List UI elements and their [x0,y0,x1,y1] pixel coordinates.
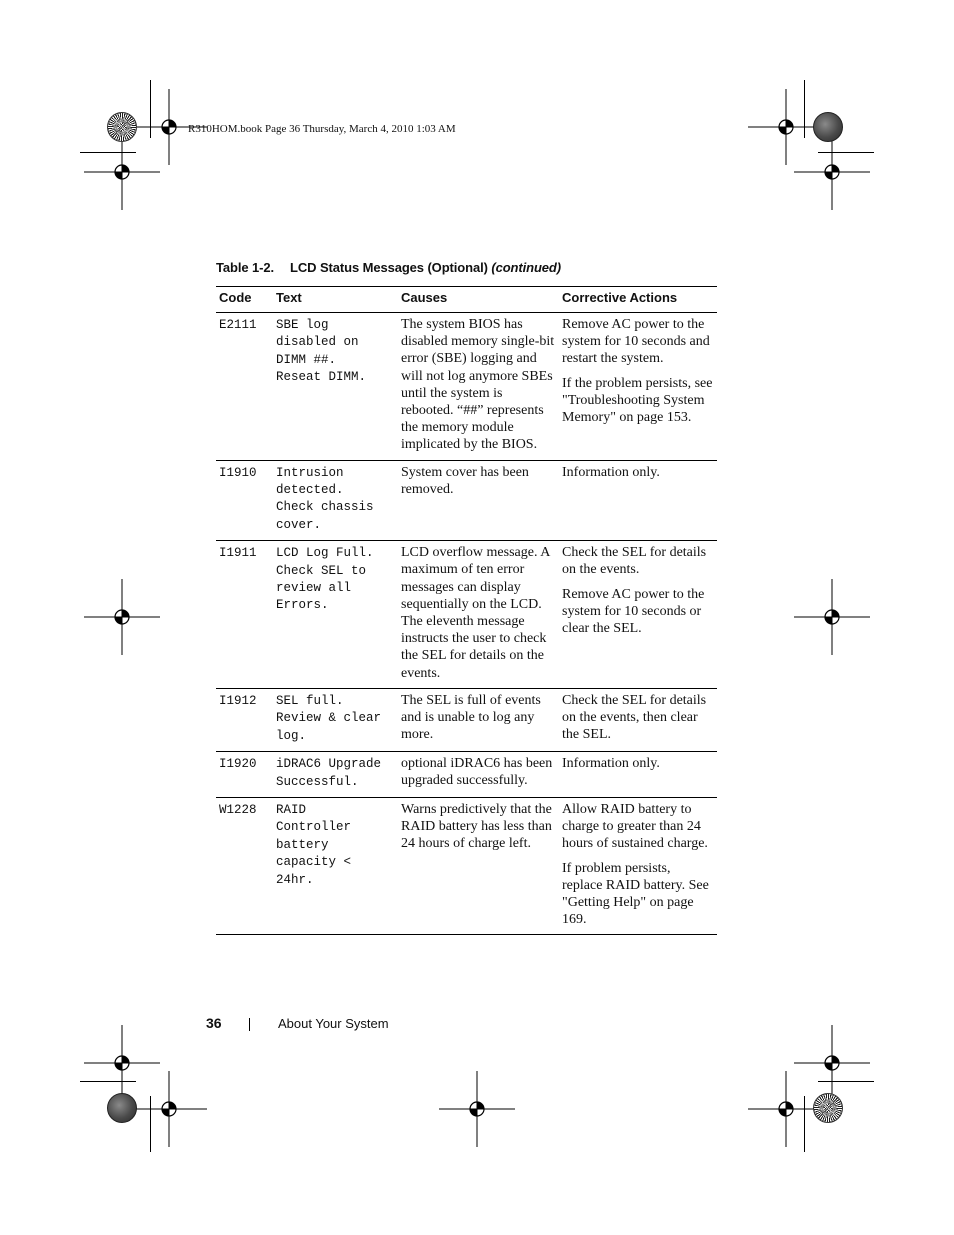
cause-cell: System cover has been removed. [398,460,559,541]
corrective-action-cell [559,797,717,934]
table-body [216,313,717,935]
color-wheel-icon [813,112,843,142]
lcd-text-line: iDRAC6 Upgrade [276,757,382,772]
footer-section-title: About Your System [278,1016,389,1031]
table-row [216,460,717,541]
corrective-action-paragraph: Remove AC power to the system for 10 seconds or clear the SEL. [562,586,705,637]
table-row [216,688,717,751]
corrective-action-paragraph: Information only. [562,756,660,772]
color-wheel-icon [107,1093,137,1123]
lcd-text-cell [273,688,398,751]
code-cell: I1910 [216,460,273,541]
corrective-action-paragraph: If problem persists, replace RAID battery. See "Getting Help" on page 169. [562,860,709,928]
table-row [216,752,717,798]
cause-cell: The system BIOS has disabled memory single-bit error (SBE) logging and will not log anymore SBEs until the system is rebooted. “##” represents the memory module implicated by the BIOS. [398,313,559,461]
lcd-text-line: cover. [276,517,322,532]
crop-line [80,1081,136,1082]
column-header-causes: Causes [398,287,559,313]
crop-line [818,152,874,153]
lcd-text-line: Controller [276,820,352,835]
crosshair-icon [437,1069,517,1149]
code-cell: I1912 [216,688,273,751]
crosshair-icon [82,577,162,657]
crosshair-icon [792,132,872,212]
code-cell: E2111 [216,313,273,461]
lcd-text-line: SBE log [276,318,329,332]
lcd-text-cell [273,313,398,461]
lcd-text-line: SEL full. [276,693,344,708]
code-cell: I1920 [216,752,273,798]
cause-cell: LCD overflow message. A maximum of ten error messages can display sequentially on the LCD. The eleventh message instructs the user to check the SEL for details on the events. [398,541,559,689]
corrective-action-cell [559,541,717,689]
table-caption [216,260,561,275]
lcd-text-line: battery [276,837,329,852]
lcd-text-line: Errors. [276,598,329,613]
print-slug: R310HOM.book Page 36 Thursday, March 4, 2010 1:03 AM [188,123,456,135]
table-row [216,313,717,461]
crop-line [150,1096,151,1152]
column-header-code: Code [216,287,273,313]
cause-cell: The SEL is full of events and is unable to log any more. [398,688,559,751]
crosshair-icon [82,132,162,212]
corrective-action-paragraph: If the problem persists, see "Troubleshooting System Memory" on page 153. [562,375,713,426]
corrective-action-paragraph: Check the SEL for details on the events, then clear the SEL. [562,692,707,743]
page-number: 36 [206,1015,222,1031]
corrective-action-cell [559,752,717,798]
lcd-status-table [216,286,717,935]
footer-divider [249,1018,250,1031]
lcd-text-cell [273,460,398,541]
crop-line [804,80,805,138]
corrective-action-paragraph: Remove AC power to the system for 10 seconds and restart the system. [562,317,710,367]
lcd-text-line: DIMM ##. [276,352,337,367]
crosshair-icon [792,577,872,657]
lcd-text-line: Check chassis [276,500,374,515]
lcd-text-cell [273,541,398,689]
corrective-action-paragraph: Check the SEL for details on the events. [562,545,707,578]
lcd-text-line: Reseat DIMM. [276,370,367,385]
lcd-text-line: Review & clear [276,711,382,726]
code-cell: I1911 [216,541,273,689]
color-wheel-icon [813,1093,843,1123]
lcd-text-cell [273,752,398,798]
cause-cell: optional iDRAC6 has been upgraded successfully. [398,752,559,798]
crosshair-icon [129,1069,209,1149]
table-caption-continued: (continued) [491,260,562,275]
corrective-action-paragraph: Information only. [562,464,660,480]
crop-line [80,152,136,153]
lcd-text-line: log. [276,728,307,743]
corrective-action-cell [559,313,717,461]
lcd-text-line: RAID [276,802,307,817]
lcd-text-line: 24hr. [276,872,314,887]
corrective-action-cell [559,460,717,541]
code-cell: W1228 [216,797,273,934]
corrective-action-cell [559,688,717,751]
lcd-text-cell [273,797,398,934]
lcd-text-line: capacity < [276,855,352,870]
lcd-text-line: Intrusion [276,465,344,480]
lcd-text-line: detected. [276,483,344,498]
lcd-text-line: Check SEL to [276,563,367,578]
table-caption-title: LCD Status Messages (Optional) [290,260,488,275]
table-row [216,797,717,934]
lcd-text-line: review all [276,581,352,596]
table-header-row [216,287,717,313]
cause-cell: Warns predictively that the RAID battery has less than 24 hours of charge left. [398,797,559,934]
table-caption-number: Table 1-2. [216,260,275,275]
lcd-text-line: Successful. [276,774,359,789]
table-row [216,541,717,689]
column-header-corrective-actions: Corrective Actions [559,287,717,313]
corrective-action-paragraph: Allow RAID battery to charge to greater than 24 hours of sustained charge. [562,801,708,852]
crop-line [818,1081,874,1082]
column-header-text: Text [273,287,398,313]
lcd-text-line: disabled on [276,335,359,350]
lcd-text-line: LCD Log Full. [276,546,374,561]
color-wheel-icon [107,112,137,142]
crop-line [804,1096,805,1152]
crop-line [150,80,151,138]
